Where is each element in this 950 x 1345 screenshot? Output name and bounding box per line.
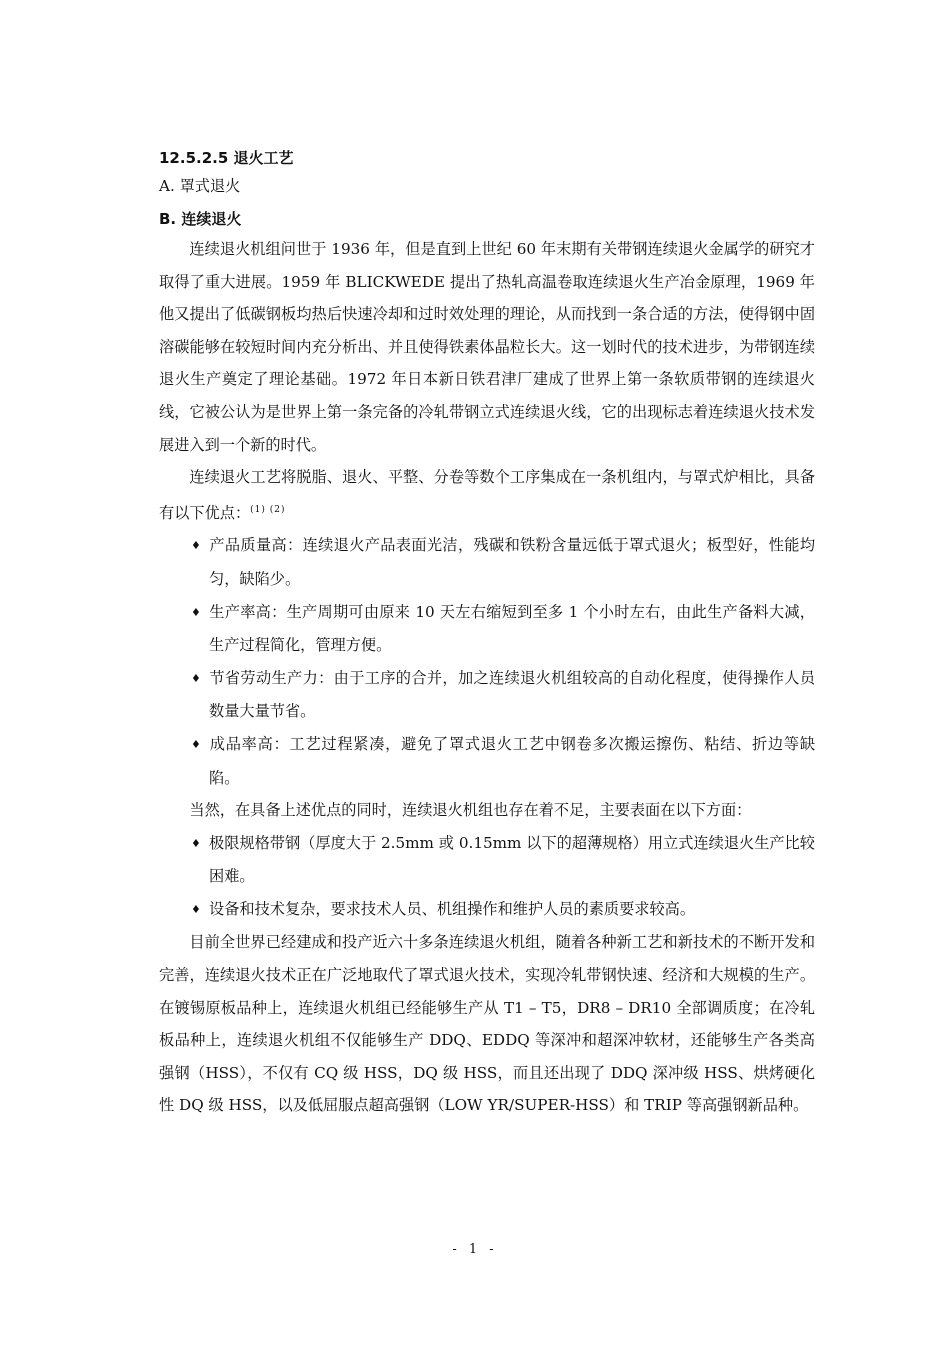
- section-heading: 12.5.2.5 退火工艺: [159, 149, 294, 167]
- paragraph-advantages-intro: [159, 461, 815, 529]
- list-item-disadvantage: [159, 827, 815, 893]
- list-item-disadvantage: [159, 893, 815, 927]
- list-item-text: 生产率高：生产周期可由原来 10 天左右缩短到至多 1 个小时左右，由此生产备料大减，生产过程简化，管理方便。: [209, 602, 815, 655]
- list-item-advantage: [159, 728, 815, 794]
- subheading-continuous-annealing: B. 连续退火: [159, 210, 242, 228]
- page-number: - 1 -: [452, 1242, 498, 1257]
- list-item-text: 极限规格带钢（厚度大于 2.5mm 或 0.15mm 以下的超薄规格）用立式连续退火生产比较困难。: [209, 833, 815, 886]
- footnote-reference: (1) (2): [250, 504, 286, 515]
- bullet-icon: ♦: [191, 539, 201, 553]
- list-item-advantage: [159, 596, 815, 662]
- list-item-text: 节省劳动生产力：由于工序的合并，加之连续退火机组较高的自动化程度，使得操作人员数量大量节省。: [209, 668, 815, 721]
- bullet-icon: ♦: [191, 836, 201, 850]
- paragraph-history: 连续退火机组问世于 1936 年，但是直到上世纪 60 年末期有关带钢连续退火金属学的研究才取得了重大进展。1959 年 BLICKWEDE 提出了热轧高温卷取连续退火生产冶金原理，1969 年他又提出了低碳钢板均热后快速冷却和过时效处理的理论，从而找到一条合适的方法，使得钢中固溶碳能够在较短时间内充分析出、并且使得铁素体晶粒长大。这一划时代的技术进步，为带钢连续退火生产奠定了理论基础。1972 年日本新日铁君津厂建成了世界上第一条软质带钢的连续退火线，它被公认为是世界上第一条完备的冷轧带钢立式连续退火线，它的出现标志着连续退火技术发展进入到一个新的时代。: [159, 240, 815, 454]
- list-item-advantage: [159, 529, 815, 595]
- list-item-text: 产品质量高：连续退火产品表面光洁，残碳和铁粉含量远低于罩式退火；板型好，性能均匀，缺陷少。: [209, 536, 815, 588]
- list-item-advantage: [159, 662, 815, 728]
- paragraph-current-status: 目前全世界已经建成和投产近六十多条连续退火机组，随着各种新工艺和新技术的不断开发和完善，连续退火技术正在广泛地取代了罩式退火技术，实现冷轧带钢快速、经济和大规模的生产。在镀锡原板品种上，连续退火机组已经能够生产从 T1 – T5，DR8 – DR10 全部调质度；在冷轧板品种上，连续退火机组不仅能够生产 DDQ、EDDQ 等深冲和超深冲软材，还能够生产各类高强钢（HSS），不仅有 CQ 级 HSS，DQ 级 HSS，而且还出现了 DDQ 深冲级 HSS、烘烤硬化性 DQ 级 HSS，以及低屈服点超高强钢（LOW YR/SUPER-HSS）和 TRIP 等高强钢新品种。: [159, 933, 815, 1115]
- bullet-icon: ♦: [191, 902, 201, 916]
- list-item-text: 成品率高：工艺过程紧凑，避免了罩式退火工艺中钢卷多次搬运擦伤、粘结、折边等缺陷。: [209, 734, 815, 787]
- advantages-intro-text: 连续退火工艺将脱脂、退火、平整、分卷等数个工序集成在一条机组内，与罩式炉相比，具备有以下优点：: [159, 468, 815, 522]
- bullet-icon: ♦: [191, 605, 201, 619]
- bullet-icon: ♦: [191, 737, 201, 751]
- list-item-text: 设备和技术复杂，要求技术人员、机组操作和维护人员的素质要求较高。: [209, 899, 695, 918]
- subheading-batch-annealing: A. 罩式退火: [159, 177, 241, 195]
- paragraph-disadvantages-intro: 当然，在具备上述优点的同时，连续退火机组也存在着不足，主要表面在以下方面：: [189, 801, 752, 820]
- bullet-icon: ♦: [191, 671, 201, 685]
- page-content: [159, 144, 815, 1122]
